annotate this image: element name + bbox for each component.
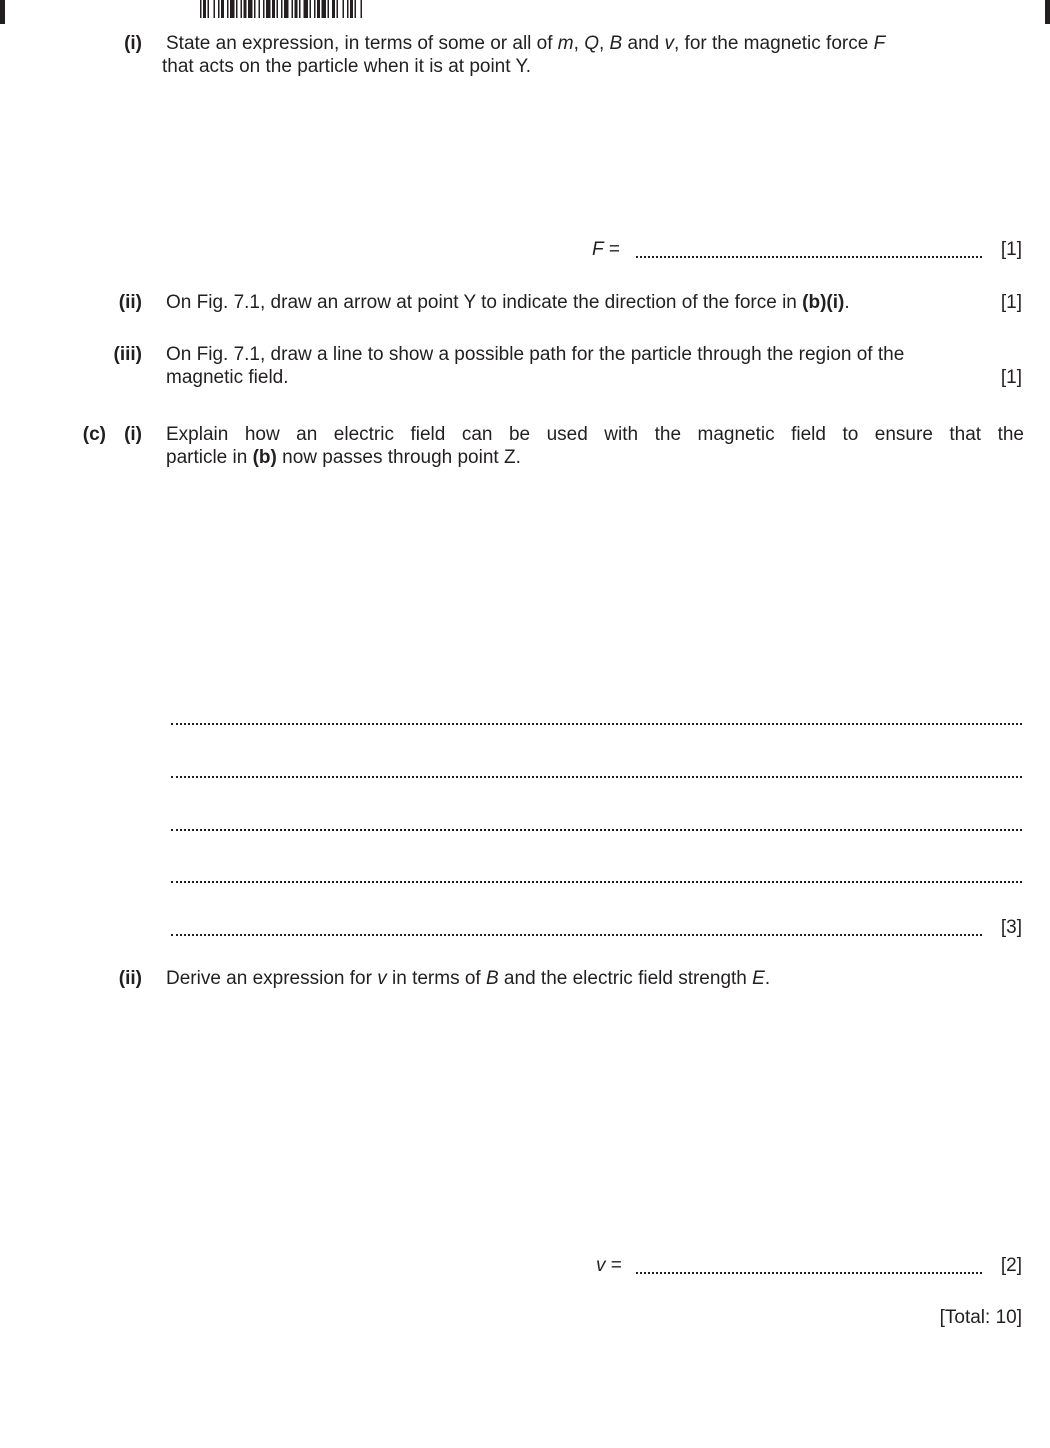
question-c-i-text-part: now passes through point Z. <box>276 447 521 468</box>
barcode-bar <box>281 0 283 18</box>
answer-label-v: v <box>596 1255 606 1276</box>
barcode-bar <box>332 0 335 18</box>
var-e: E <box>752 968 765 989</box>
barcode-bar <box>292 0 294 18</box>
barcode-bar <box>299 0 301 18</box>
barcode-bar <box>317 0 320 18</box>
barcode-bar <box>355 0 357 18</box>
question-part-c: (c) <box>82 424 106 445</box>
barcode-bar <box>236 0 238 18</box>
question-number-b-ii: (ii) <box>118 292 142 313</box>
marks-c-ii: [2] <box>1000 1255 1022 1276</box>
right-corner-mark <box>1045 0 1050 24</box>
question-c-i-text <box>166 423 1024 469</box>
question-c-i-line1: Explain how an electric field can be used with the magnetic field to ensure that the <box>166 424 1024 445</box>
question-b-i-text-part: and <box>622 33 665 54</box>
answer-writing-line-1[interactable] <box>171 723 1022 725</box>
barcode-bar <box>314 0 316 18</box>
answer-line-f[interactable] <box>592 238 620 261</box>
question-number-c-i: (i) <box>124 424 142 445</box>
question-b-i-text-part: that acts on the particle when it is at point Y. <box>162 56 531 77</box>
answer-writing-line-4[interactable] <box>171 881 1022 883</box>
barcode-bar <box>200 0 202 18</box>
var-m: m <box>557 33 574 54</box>
barcode-bar <box>259 0 261 18</box>
answer-line-v[interactable] <box>596 1254 622 1277</box>
answer-writing-line-3[interactable] <box>171 829 1022 831</box>
barcode-bar <box>284 0 289 18</box>
question-number-c-ii: (ii) <box>118 968 142 989</box>
answer-label-f: F <box>592 239 604 260</box>
answer-dots-v[interactable] <box>636 1272 982 1274</box>
barcode-bar <box>218 0 220 18</box>
var-v: v <box>377 968 387 989</box>
barcode-bar <box>263 0 265 18</box>
question-c-i-line2 <box>166 446 1024 469</box>
var-q: Q <box>584 33 599 54</box>
barcode-bar <box>214 0 216 18</box>
question-b-ii-text-part: . <box>844 292 850 313</box>
barcode-bar <box>208 0 210 18</box>
answer-equals: = <box>605 1255 622 1276</box>
barcode-bar <box>350 0 353 18</box>
barcode-bar <box>241 0 243 18</box>
question-b-i-text-part: , <box>598 33 610 54</box>
question-b-ii-text-part: On Fig. 7.1, draw an arrow at point Y to indicate the direction of the force in <box>166 292 803 313</box>
question-b-i-text <box>162 32 1036 78</box>
barcode-bar <box>343 0 345 18</box>
var-v: v <box>664 33 674 54</box>
barcode-bar <box>304 0 309 18</box>
answer-writing-line-2[interactable] <box>171 776 1022 778</box>
question-ref-b: (b) <box>252 447 277 468</box>
answer-equals: = <box>603 239 620 260</box>
barcode-bar <box>277 0 279 18</box>
left-corner-mark <box>0 0 5 24</box>
marks-b-ii: [1] <box>1000 292 1022 313</box>
barcode-icon <box>200 0 422 18</box>
question-c-ii-text-part: . <box>764 968 771 989</box>
total-marks: [Total: 10] <box>939 1307 1022 1328</box>
barcode-bar <box>254 0 256 18</box>
question-c-i-text-part: particle in <box>166 447 253 468</box>
marks-c-i: [3] <box>1000 917 1022 938</box>
barcode-bar <box>310 0 312 18</box>
barcode-bar <box>347 0 349 18</box>
question-ref-b-i: (b)(i) <box>802 292 845 313</box>
barcode-bar <box>221 0 224 18</box>
barcode-bar <box>230 0 235 18</box>
barcode-bar <box>322 0 327 18</box>
barcode-bar <box>244 0 247 18</box>
answer-writing-line-5[interactable] <box>171 934 982 936</box>
question-number-b-iii: (iii) <box>113 344 142 365</box>
question-c-ii-text <box>166 967 1024 990</box>
barcode-bar <box>266 0 271 18</box>
question-b-ii-text <box>166 291 966 314</box>
question-number-b-i: (i) <box>124 33 142 54</box>
question-c-ii-text-part: in terms of <box>386 968 486 989</box>
barcode-bar <box>337 0 339 18</box>
var-b: B <box>485 968 499 989</box>
barcode-bar <box>295 0 298 18</box>
marks-b-iii: [1] <box>1000 367 1022 388</box>
question-b-i-text-part: , <box>573 33 585 54</box>
barcode-bar <box>203 0 206 18</box>
barcode-bar <box>248 0 253 18</box>
marks-b-i: [1] <box>1000 239 1022 260</box>
var-f: F <box>873 33 886 54</box>
barcode-bar <box>361 0 363 18</box>
question-b-i-text-part: , for the magnetic force <box>673 33 874 54</box>
question-b-iii-text: On Fig. 7.1, draw a line to show a possible path for the particle through the region of the magnetic field. <box>166 344 905 388</box>
question-c-ii-text-part: and the electric field strength <box>498 968 753 989</box>
var-b: B <box>609 33 623 54</box>
question-c-ii-text-part: Derive an expression for <box>166 968 378 989</box>
answer-dots-f[interactable] <box>636 256 982 258</box>
barcode-bar <box>272 0 275 18</box>
barcode-bar <box>227 0 229 18</box>
question-b-i-text-part: State an expression, in terms of some or all of <box>166 33 558 54</box>
barcode-bar <box>328 0 330 18</box>
